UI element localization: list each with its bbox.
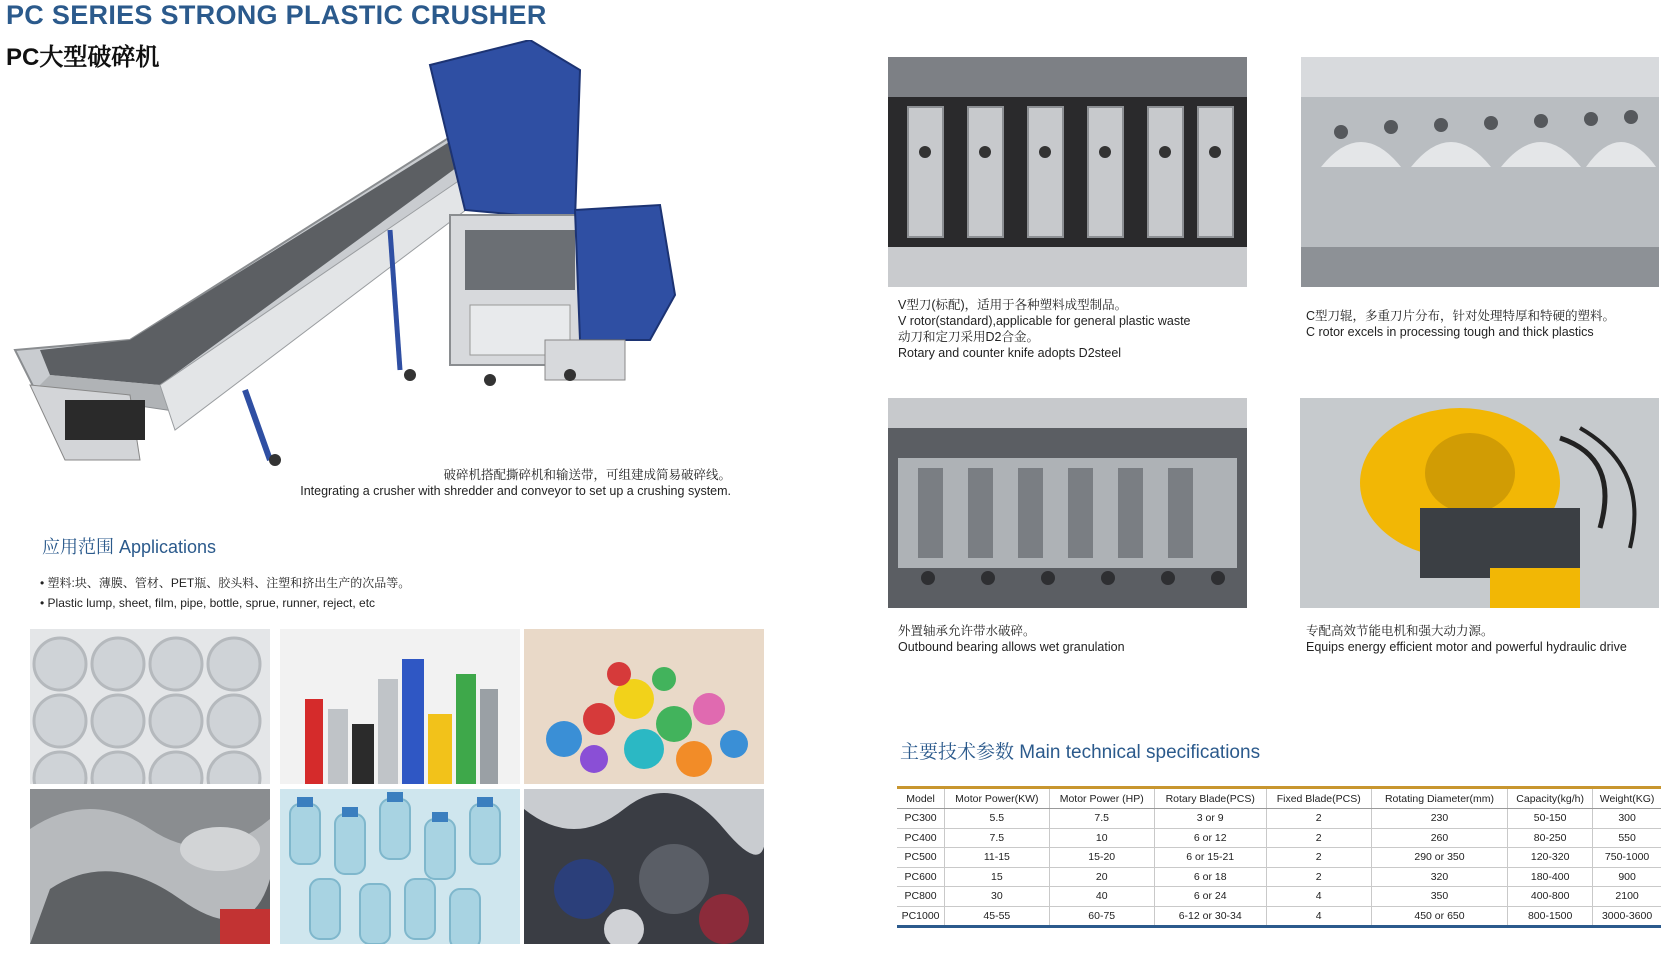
table-cell: 750-1000 bbox=[1593, 848, 1661, 868]
specs-col-header: Motor Power (HP) bbox=[1049, 788, 1154, 809]
table-cell: 400-800 bbox=[1508, 887, 1593, 907]
applications-item-en: • Plastic lump, sheet, film, pipe, bottle, sprue, runner, reject, etc bbox=[40, 593, 410, 613]
outbound-bearing-caption-cn: 外置轴承允许带水破碎。 bbox=[898, 624, 1036, 638]
table-cell: 290 or 350 bbox=[1371, 848, 1507, 868]
specs-col-header: Rotary Blade(PCS) bbox=[1154, 788, 1266, 809]
table-cell: 350 bbox=[1371, 887, 1507, 907]
table-cell: 60-75 bbox=[1049, 906, 1154, 927]
table-cell: 6 or 24 bbox=[1154, 887, 1266, 907]
table-cell: 2 bbox=[1266, 809, 1371, 829]
motor-hydraulic-photo bbox=[1300, 398, 1659, 608]
v-rotor-caption bbox=[898, 297, 1191, 361]
table-cell: PC600 bbox=[897, 867, 945, 887]
table-cell: 20 bbox=[1049, 867, 1154, 887]
table-cell: 7.5 bbox=[945, 828, 1050, 848]
c-rotor-caption-en: C rotor excels in processing tough and thick plastics bbox=[1306, 325, 1594, 339]
table-cell: 15 bbox=[945, 867, 1050, 887]
specs-col-header: Capacity(kg/h) bbox=[1508, 788, 1593, 809]
v-rotor-caption-en-2: Rotary and counter knife adopts D2steel bbox=[898, 346, 1122, 360]
table-cell: 50-150 bbox=[1508, 809, 1593, 829]
plastic-flakes-image bbox=[524, 629, 764, 784]
table-cell: 2 bbox=[1266, 828, 1371, 848]
table-cell: 4 bbox=[1266, 906, 1371, 927]
table-cell: 2 bbox=[1266, 867, 1371, 887]
applications-item-cn: • 塑料:块、薄膜、管材、PET瓶、胶头料、注塑和挤出生产的次品等。 bbox=[40, 573, 410, 593]
table-cell: PC400 bbox=[897, 828, 945, 848]
outbound-bearing-photo bbox=[888, 398, 1247, 608]
v-rotor-caption-cn-2: 动刀和定刀采用D2合金。 bbox=[898, 330, 1039, 344]
pet-bottles-image bbox=[280, 789, 520, 944]
table-cell: 7.5 bbox=[1049, 809, 1154, 829]
table-cell: PC1000 bbox=[897, 906, 945, 927]
table-cell: 230 bbox=[1371, 809, 1507, 829]
main-caption-cn: 破碎机搭配撕碎机和输送带，可组建成简易破碎线。 bbox=[443, 468, 731, 482]
crusher-machine-image bbox=[10, 40, 730, 500]
table-cell: 45-55 bbox=[945, 906, 1050, 927]
table-cell: 300 bbox=[1593, 809, 1661, 829]
specs-col-header: Weight(KG) bbox=[1593, 788, 1661, 809]
specs-heading: 主要技术参数 Main technical specifications bbox=[900, 742, 1261, 763]
table-cell: 3 or 9 bbox=[1154, 809, 1266, 829]
table-cell: 40 bbox=[1049, 887, 1154, 907]
motor-hydraulic-caption-en: Equips energy efficient motor and powerful hydraulic drive bbox=[1306, 640, 1627, 654]
c-rotor-caption bbox=[1306, 308, 1615, 340]
table-cell: PC800 bbox=[897, 887, 945, 907]
table-cell: PC300 bbox=[897, 809, 945, 829]
table-cell: 6 or 12 bbox=[1154, 828, 1266, 848]
main-caption-en: Integrating a crusher with shredder and conveyor to set up a crushing system. bbox=[300, 484, 731, 498]
table-row bbox=[897, 828, 1661, 848]
c-rotor-caption-cn: C型刀辊，多重刀片分布，针对处理特厚和特硬的塑料。 bbox=[1306, 309, 1616, 323]
specs-col-header: Rotating Diameter(mm) bbox=[1371, 788, 1507, 809]
table-cell: 180-400 bbox=[1508, 867, 1593, 887]
table-cell: 11-15 bbox=[945, 848, 1050, 868]
v-rotor-caption-cn: V型刀(标配)，适用于各种塑料成型制品。 bbox=[898, 298, 1128, 312]
outbound-bearing-caption-en: Outbound bearing allows wet granulation bbox=[898, 640, 1125, 654]
table-cell: PC500 bbox=[897, 848, 945, 868]
table-cell: 6-12 or 30-34 bbox=[1154, 906, 1266, 927]
table-cell: 2100 bbox=[1593, 887, 1661, 907]
table-cell: 450 or 650 bbox=[1371, 906, 1507, 927]
specs-table bbox=[897, 786, 1661, 928]
table-cell: 15-20 bbox=[1049, 848, 1154, 868]
table-cell: 800-1500 bbox=[1508, 906, 1593, 927]
table-cell: 260 bbox=[1371, 828, 1507, 848]
motor-hydraulic-caption bbox=[1306, 623, 1646, 655]
specs-col-header: Motor Power(KW) bbox=[945, 788, 1050, 809]
table-row bbox=[897, 809, 1661, 829]
table-cell: 6 or 18 bbox=[1154, 867, 1266, 887]
table-row bbox=[897, 848, 1661, 868]
table-row bbox=[897, 906, 1661, 927]
profiles-image bbox=[280, 629, 520, 784]
applications-list bbox=[40, 573, 410, 613]
table-cell: 30 bbox=[945, 887, 1050, 907]
table-cell: 900 bbox=[1593, 867, 1661, 887]
table-cell: 120-320 bbox=[1508, 848, 1593, 868]
pipes-image bbox=[30, 629, 270, 784]
table-cell: 2 bbox=[1266, 848, 1371, 868]
table-cell: 80-250 bbox=[1508, 828, 1593, 848]
mixed-film-waste-image bbox=[524, 789, 764, 944]
table-cell: 3000-3600 bbox=[1593, 906, 1661, 927]
v-rotor-photo bbox=[888, 57, 1247, 287]
c-rotor-photo bbox=[1301, 57, 1659, 287]
applications-heading: 应用范围 Applications bbox=[42, 537, 217, 557]
specs-header-row bbox=[897, 788, 1661, 809]
table-row bbox=[897, 887, 1661, 907]
table-cell: 10 bbox=[1049, 828, 1154, 848]
plastic-waste-image bbox=[30, 789, 270, 944]
table-cell: 550 bbox=[1593, 828, 1661, 848]
specs-col-header: Fixed Blade(PCS) bbox=[1266, 788, 1371, 809]
table-cell: 5.5 bbox=[945, 809, 1050, 829]
outbound-bearing-caption bbox=[898, 623, 1125, 655]
table-cell: 4 bbox=[1266, 887, 1371, 907]
motor-hydraulic-caption-cn: 专配高效节能电机和强大动力源。 bbox=[1306, 624, 1494, 638]
table-cell: 320 bbox=[1371, 867, 1507, 887]
table-row bbox=[897, 867, 1661, 887]
table-cell: 6 or 15-21 bbox=[1154, 848, 1266, 868]
page-title: PC SERIES STRONG PLASTIC CRUSHER bbox=[6, 0, 547, 30]
v-rotor-caption-en: V rotor(standard),applicable for general plastic waste bbox=[898, 314, 1191, 328]
main-caption bbox=[300, 467, 731, 499]
specs-col-header: Model bbox=[897, 788, 945, 809]
page-subtitle-cn: PC大型破碎机 bbox=[6, 44, 160, 71]
